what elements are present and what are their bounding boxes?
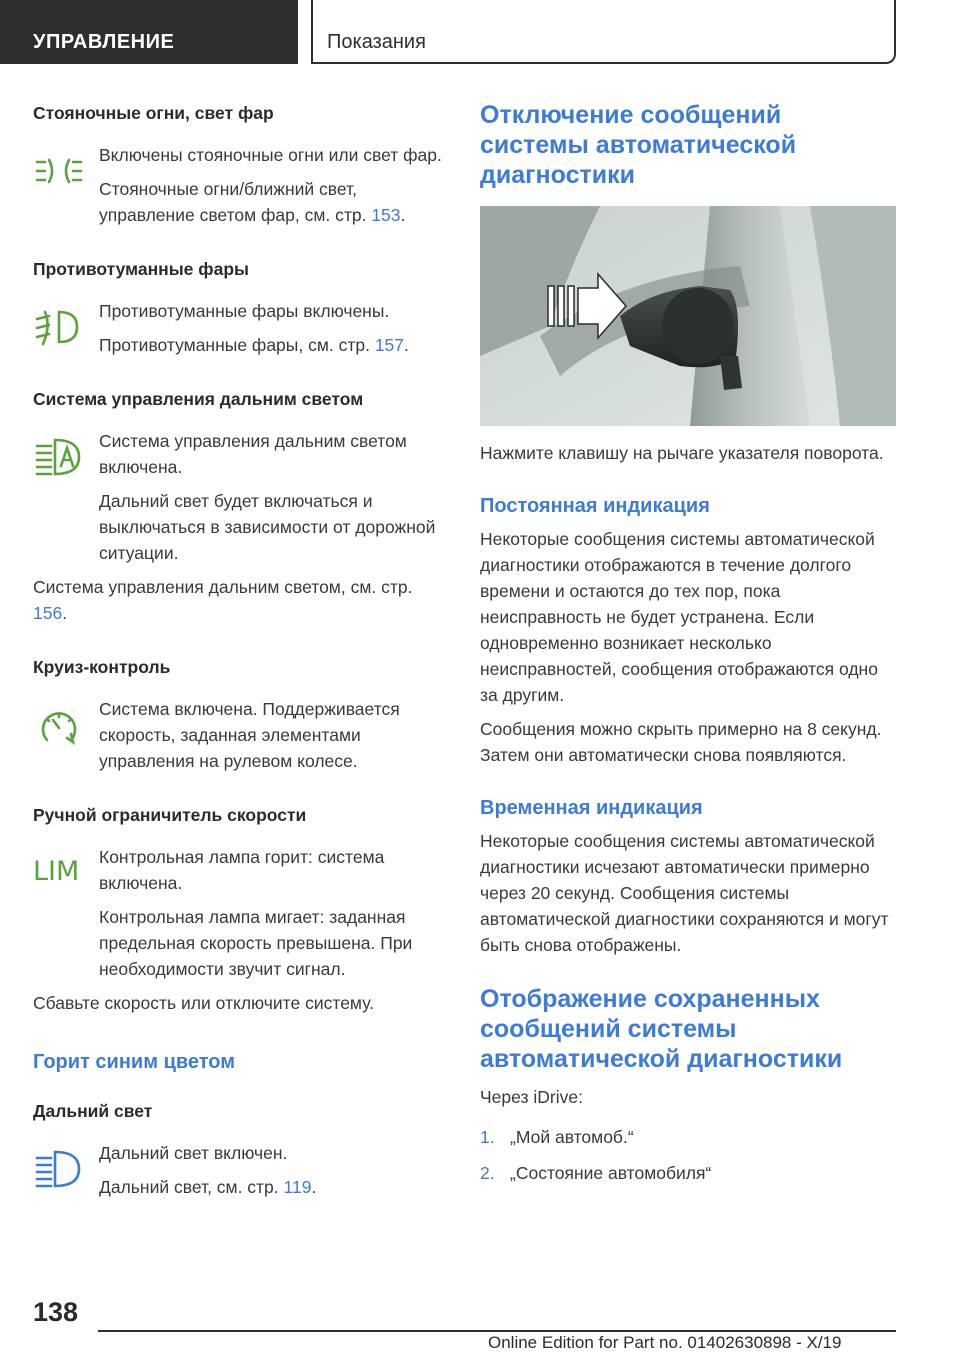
page-link-156[interactable]: 156 <box>33 603 63 623</box>
step-2-number: 2. <box>480 1163 495 1183</box>
fog-lights-row <box>33 298 445 358</box>
step-1-number: 1. <box>480 1127 495 1147</box>
speed-limiter-row <box>33 844 445 896</box>
lever-illustration <box>480 206 896 426</box>
cruise-control-row <box>33 696 445 774</box>
page-link-157[interactable]: 157 <box>374 335 405 355</box>
high-beam-row <box>33 1140 445 1200</box>
cruise-control-icon <box>33 704 85 746</box>
speed-limiter-heading: Ручной ограничитель скорости <box>33 805 307 825</box>
step-1 <box>480 1124 896 1150</box>
temporary-display-text: Некоторые сообщения системы автоматической диагностики исчезают автоматически примерно через 20 секунд. Сообщения системы автоматической диагностики сохраняются и могут быть снова отображены. <box>480 831 889 955</box>
high-beam-text-2: Дальний свет, см. стр. 119. <box>99 1177 317 1197</box>
stored-messages-intro: Через iDrive: <box>480 1087 583 1107</box>
speed-limiter-text-3: Сбавьте скорость или отключите систему. <box>33 993 375 1013</box>
parking-lights-text-2: Стояночные огни/ближний свет, управление светом фар, см. стр. 153. <box>99 179 406 225</box>
high-beam-heading: Дальний свет <box>33 1101 153 1121</box>
highbeam-assist-text-3: Система управления дальним светом, см. стр. 156. <box>33 577 413 623</box>
fog-light-icon <box>33 306 85 348</box>
high-beam-text-1: Дальний свет включен. <box>99 1143 288 1163</box>
highbeam-assist-heading: Система управления дальним светом <box>33 389 364 409</box>
blue-indicators-heading: Горит синим цветом <box>33 1051 236 1073</box>
parking-lights-icon <box>33 150 85 192</box>
section-tab: УПРАВЛЕНИЕ <box>0 0 298 64</box>
cruise-control-text: Система включена. Поддерживается скорость, заданная элементами управления на рулевом колесе. <box>99 699 400 771</box>
right-column <box>480 100 896 1186</box>
highbeam-assist-row <box>33 428 445 480</box>
disable-messages-heading: Отключение сообщений системы автоматической диагностики <box>480 101 797 189</box>
left-column <box>33 100 445 1200</box>
cruise-control-heading: Круиз-контроль <box>33 657 171 677</box>
speed-limiter-text-2: Контрольная лампа мигает: заданная предельная скорость превышена. При необходимости звучит сигнал. <box>99 907 413 979</box>
fog-lights-text-1: Противотуманные фары включены. <box>99 301 390 321</box>
page-link-119[interactable]: 119 <box>283 1177 312 1197</box>
parking-lights-text-1: Включены стояночные огни или свет фар. <box>99 145 442 165</box>
lim-icon: LIM <box>33 856 80 887</box>
step-2-text: „Состояние автомобиля“ <box>510 1163 712 1183</box>
high-beam-icon <box>33 1148 85 1190</box>
disable-messages-caption: Нажмите клавишу на рычаге указателя поворота. <box>480 443 884 463</box>
parking-lights-row <box>33 142 445 168</box>
permanent-display-text-1: Некоторые сообщения системы автоматической диагностики отображаются в течение долгого времени и остаются до тех пор, пока неисправность не будет устранена. Если одновременно возникает несколько неисправностей, сообщения отображаются одно за другим. <box>480 529 878 705</box>
footer-divider <box>98 1330 896 1332</box>
fog-lights-heading: Противотуманные фары <box>33 259 249 279</box>
fog-lights-text-2: Противотуманные фары, см. стр. 157. <box>99 335 409 355</box>
high-beam-assist-icon <box>33 436 85 478</box>
page-number: 138 <box>33 1297 79 1327</box>
highbeam-assist-text-2: Дальний свет будет включаться и выключаться в зависимости от дорожной ситуации. <box>99 491 436 563</box>
stored-messages-steps <box>480 1124 896 1186</box>
edition-note: Online Edition for Part no. 01402630898 - X/19 <box>488 1333 842 1352</box>
step-1-text: „Мой автомоб.“ <box>510 1127 634 1147</box>
permanent-display-text-2: Сообщения можно скрыть примерно на 8 секунд. Затем они автоматически снова появляются. <box>480 719 882 765</box>
step-2 <box>480 1160 896 1186</box>
page-link-153[interactable]: 153 <box>371 205 401 225</box>
permanent-display-heading: Постоянная индикация <box>480 495 710 517</box>
parking-lights-heading: Стояночные огни, свет фар <box>33 103 274 123</box>
subsection-tab: Показания <box>311 0 896 64</box>
temporary-display-heading: Временная индикация <box>480 797 703 819</box>
speed-limiter-text-1: Контрольная лампа горит: система включена. <box>99 847 385 893</box>
stored-messages-heading: Отображение сохраненных сообщений системы автоматической диагностики <box>480 985 843 1073</box>
turn-signal-lever-photo <box>480 206 896 426</box>
highbeam-assist-text-1: Система управления дальним светом включена. <box>99 431 407 477</box>
